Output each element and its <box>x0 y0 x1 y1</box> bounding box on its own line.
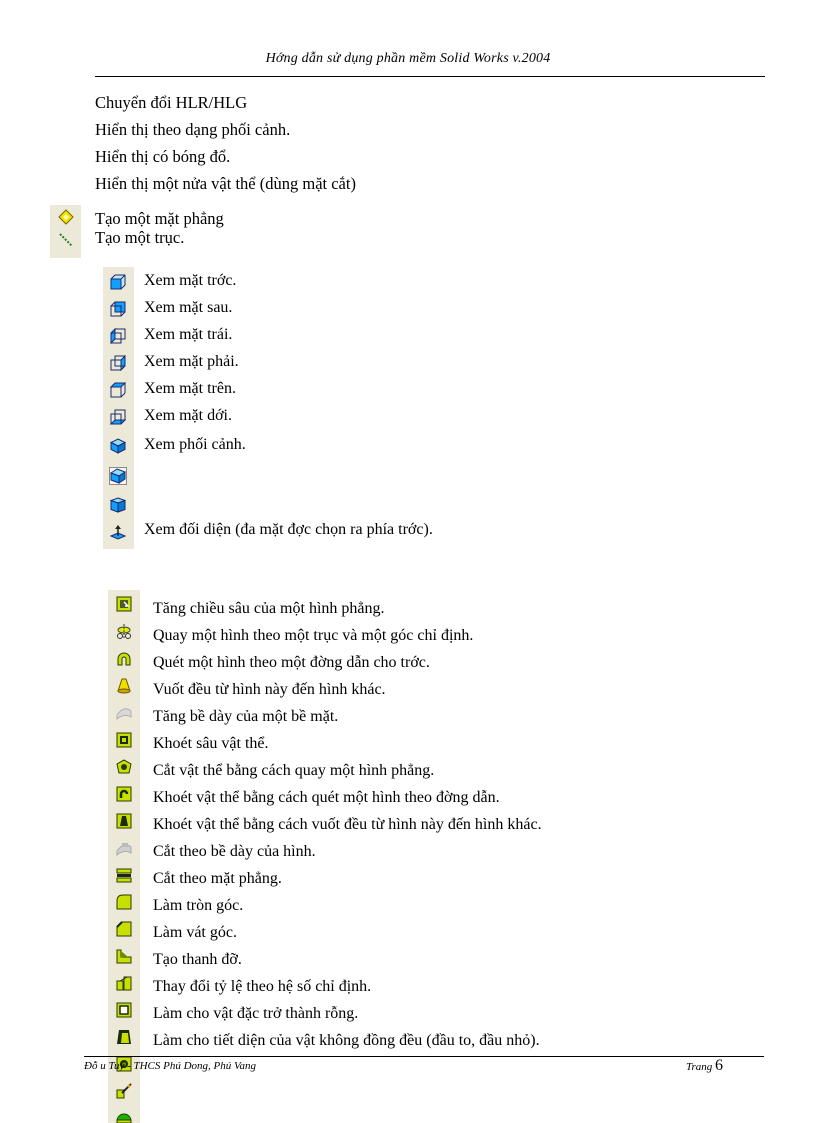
feature-label-scale: Thay đổi tỷ lệ theo hệ số chỉ định. <box>153 978 372 995</box>
top-view-icon[interactable] <box>110 382 126 398</box>
rib-icon[interactable] <box>116 948 132 964</box>
display-mode-hlr: Chuyển đổi HLR/HLG <box>95 93 248 112</box>
feature-label-sweep-boss: Quét một hình theo một đờng dẫn cho trớc. <box>153 654 430 671</box>
loft-cut-icon[interactable] <box>116 813 132 829</box>
feature-label-draft: Làm cho tiết diện của vật không đồng đều (đầu to, đầu nhỏ). <box>153 1032 540 1049</box>
feature-label-chamfer: Làm vát góc. <box>153 924 237 941</box>
footer-page-label: Trang <box>686 1061 713 1073</box>
footer-rule <box>84 1056 764 1057</box>
fillet-icon[interactable] <box>116 894 132 910</box>
display-mode-shadow: Hiển thị có bóng đổ. <box>95 147 231 166</box>
reference-axis-label: Tạo một trục. <box>95 228 185 247</box>
footer-page-number: 6 <box>715 1057 724 1074</box>
revolve-cut-icon[interactable] <box>116 759 132 775</box>
display-mode-section: Hiển thị một nửa vật thể (dùng mặt cắt) <box>95 174 356 193</box>
dome-icon[interactable] <box>116 1107 132 1123</box>
feature-label-thicken: Tăng bề dày của một bề mặt. <box>153 708 339 725</box>
normal-to-icon[interactable] <box>110 525 126 541</box>
reference-plane-label: Tạo một mặt phẳng <box>95 209 224 228</box>
extrude-cut-icon[interactable] <box>116 732 132 748</box>
isometric-view-icon[interactable] <box>110 438 126 454</box>
sweep-boss-icon[interactable] <box>116 651 132 667</box>
view-label-bottom: Xem mặt dới. <box>144 407 232 424</box>
chamfer-icon[interactable] <box>116 921 132 937</box>
loft-boss-icon[interactable] <box>116 678 132 694</box>
view-label-top: Xem mặt trên. <box>144 380 236 397</box>
view-label-front: Xem mặt trớc. <box>144 272 237 289</box>
sweep-cut-icon[interactable] <box>116 786 132 802</box>
feature-label-shell: Làm cho vật đặc trở thành rỗng. <box>153 1005 359 1022</box>
view-label-left: Xem mặt trái. <box>144 326 233 343</box>
extrude-boss-icon[interactable] <box>116 596 132 612</box>
feature-label-plane-cut: Cắt theo mặt phẳng. <box>153 870 282 887</box>
dimetric-view-icon[interactable] <box>110 497 126 513</box>
right-view-icon[interactable] <box>110 355 126 371</box>
feature-label-extrude-boss: Tăng chiều sâu của một hình phẳng. <box>153 600 385 617</box>
view-label-back: Xem mặt sau. <box>144 299 233 316</box>
shell-icon[interactable] <box>116 1002 132 1018</box>
feature-label-sweep-cut: Khoét vật thể bằng cách quét một hình theo đờng dẫn. <box>153 789 500 806</box>
feature-label-loft-boss: Vuốt đều từ hình này đến hình khác. <box>153 681 386 698</box>
front-view-icon[interactable] <box>110 274 126 290</box>
feature-label-revolve-boss: Quay một hình theo một trục và một góc chỉ định. <box>153 627 474 644</box>
feature-label-extrude-cut: Khoét sâu vật thể. <box>153 735 269 752</box>
feature-label-fillet: Làm tròn góc. <box>153 897 244 914</box>
header-rule <box>95 76 765 77</box>
plane-cut-icon[interactable] <box>116 867 132 883</box>
bottom-view-icon[interactable] <box>110 409 126 425</box>
feature-label-thicken-cut: Cắt theo bề dày của hình. <box>153 843 316 860</box>
thicken-cut-icon[interactable] <box>116 840 132 856</box>
view-label-normal-to: Xem đối diện (đa mặt đợc chọn ra phía trớc). <box>144 521 433 538</box>
wizard-icon[interactable] <box>116 1083 132 1099</box>
feature-label-loft-cut: Khoét vật thể bằng cách vuốt đều từ hình này đến hình khác. <box>153 816 542 833</box>
thicken-icon[interactable] <box>116 705 132 721</box>
plane-icon[interactable] <box>58 209 74 225</box>
draft-icon[interactable] <box>116 1029 132 1045</box>
footer-author: Đỗ u Tuý - THCS Phú Dong, Phú Vang <box>84 1060 257 1072</box>
view-label-right: Xem mặt phải. <box>144 353 239 370</box>
revolve-boss-icon[interactable] <box>116 624 132 640</box>
header-title: Hớng dẫn sử dụng phần mềm Solid Works v.2004 <box>265 51 551 66</box>
back-view-icon[interactable] <box>110 301 126 317</box>
view-label-isometric: Xem phối cảnh. <box>144 436 246 453</box>
feature-label-rib: Tạo thanh đỡ. <box>153 951 242 968</box>
footer-page <box>686 1057 723 1075</box>
display-mode-perspective: Hiển thị theo dạng phối cảnh. <box>95 120 291 139</box>
scale-icon[interactable] <box>116 975 132 991</box>
feature-label-revolve-cut: Cắt vật thể bằng cách quay một hình phẳng. <box>153 762 435 779</box>
axis-icon[interactable] <box>58 232 74 248</box>
left-view-icon[interactable] <box>110 328 126 344</box>
trimetric-view-icon[interactable] <box>110 468 126 484</box>
